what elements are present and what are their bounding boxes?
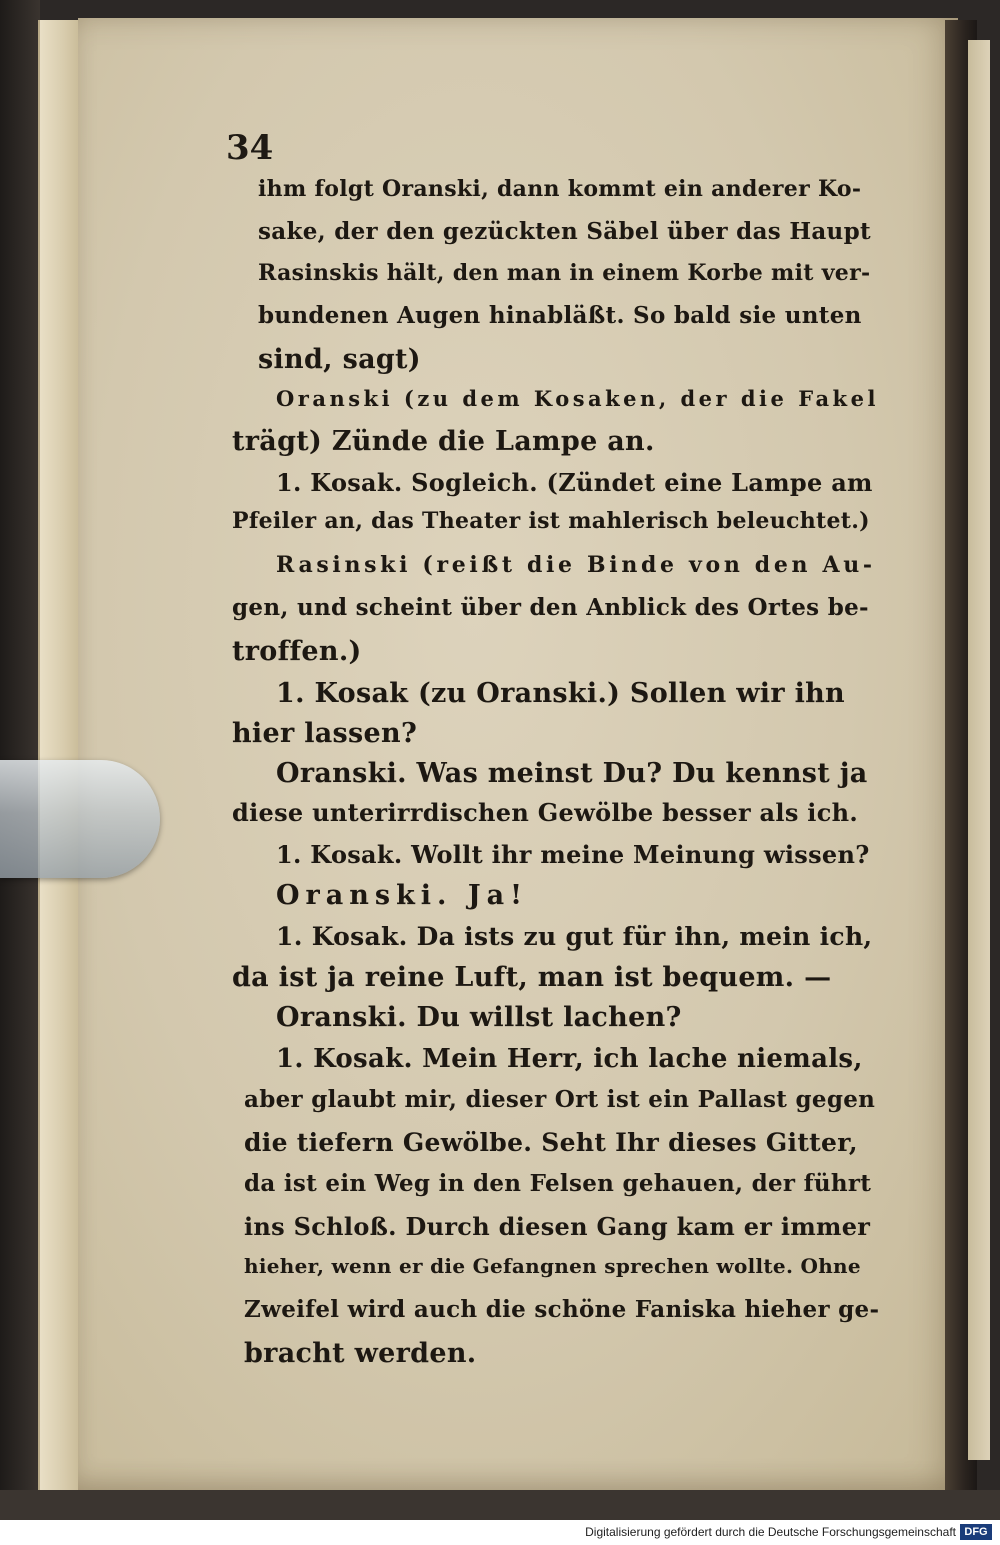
text-line: da ist ein Weg in den Felsen gehauen, der führt	[244, 1170, 872, 1197]
text-line: 1. Kosak (zu Oranski.) Sollen wir ihn	[276, 678, 845, 709]
text-line: ins Schloß. Durch diesen Gang kam er immer	[244, 1212, 871, 1241]
text-line: hier lassen?	[232, 718, 418, 749]
text-line: troffen.)	[232, 636, 362, 667]
text-line: hieher, wenn er die Gefangnen sprechen wollte. Ohne	[244, 1254, 861, 1278]
text-line: 1. Kosak. Sogleich. (Zündet eine Lampe am	[276, 468, 873, 497]
text-line: aber glaubt mir, dieser Ort ist ein Pallast gegen	[244, 1086, 876, 1113]
bottom-shadow	[0, 1490, 1000, 1520]
text-line: Rasinski (reißt die Binde von den Au-	[276, 552, 876, 578]
page-stack-edge	[38, 20, 80, 1490]
text-line: gen, und scheint über den Anblick des Ortes be-	[232, 594, 869, 621]
text-line: Zweifel wird auch die schöne Faniska hieher ge-	[244, 1296, 880, 1323]
page-number: 34	[226, 128, 274, 168]
text-line: bracht werden.	[244, 1338, 477, 1369]
text-line: bundenen Augen hinabläßt. So bald sie unten	[258, 302, 862, 329]
text-line: 1. Kosak. Mein Herr, ich lache niemals,	[276, 1044, 863, 1074]
text-line: 1. Kosak. Wollt ihr meine Meinung wissen?	[276, 840, 870, 869]
facing-page-edge	[968, 40, 990, 1460]
page-clip	[0, 760, 160, 878]
text-line: Rasinskis hält, den man in einem Korbe mit ver-	[258, 260, 871, 286]
text-line: Oranski (zu dem Kosaken, der die Fakel	[276, 386, 879, 411]
text-line: diese unterirrdischen Gewölbe besser als ich.	[232, 798, 859, 827]
text-line: sake, der den gezückten Säbel über das Haupt	[258, 218, 871, 245]
text-line: ihm folgt Oranski, dann kommt ein anderer Ko-	[258, 176, 862, 202]
footer-bar	[0, 1520, 1000, 1545]
text-line: Pfeiler an, das Theater ist mahlerisch beleuchtet.)	[232, 508, 870, 534]
text-line: da ist ja reine Luft, man ist bequem. —	[232, 962, 832, 993]
text-line: Oranski. Was meinst Du? Du kennst ja	[276, 758, 868, 789]
text-line: sind, sagt)	[258, 344, 421, 375]
text-line: trägt) Zünde die Lampe an.	[232, 426, 655, 457]
dfg-logo: DFG	[960, 1524, 992, 1540]
text-line: die tiefern Gewölbe. Seht Ihr dieses Gitter,	[244, 1128, 858, 1157]
text-line: Oranski. Du willst lachen?	[276, 1002, 682, 1033]
text-line: 1. Kosak. Da ists zu gut für ihn, mein ich,	[276, 922, 873, 951]
text-line: Oranski. Ja!	[276, 880, 528, 911]
footer-credit: Digitalisierung gefördert durch die Deutsche Forschungsgemeinschaft	[585, 1525, 956, 1539]
